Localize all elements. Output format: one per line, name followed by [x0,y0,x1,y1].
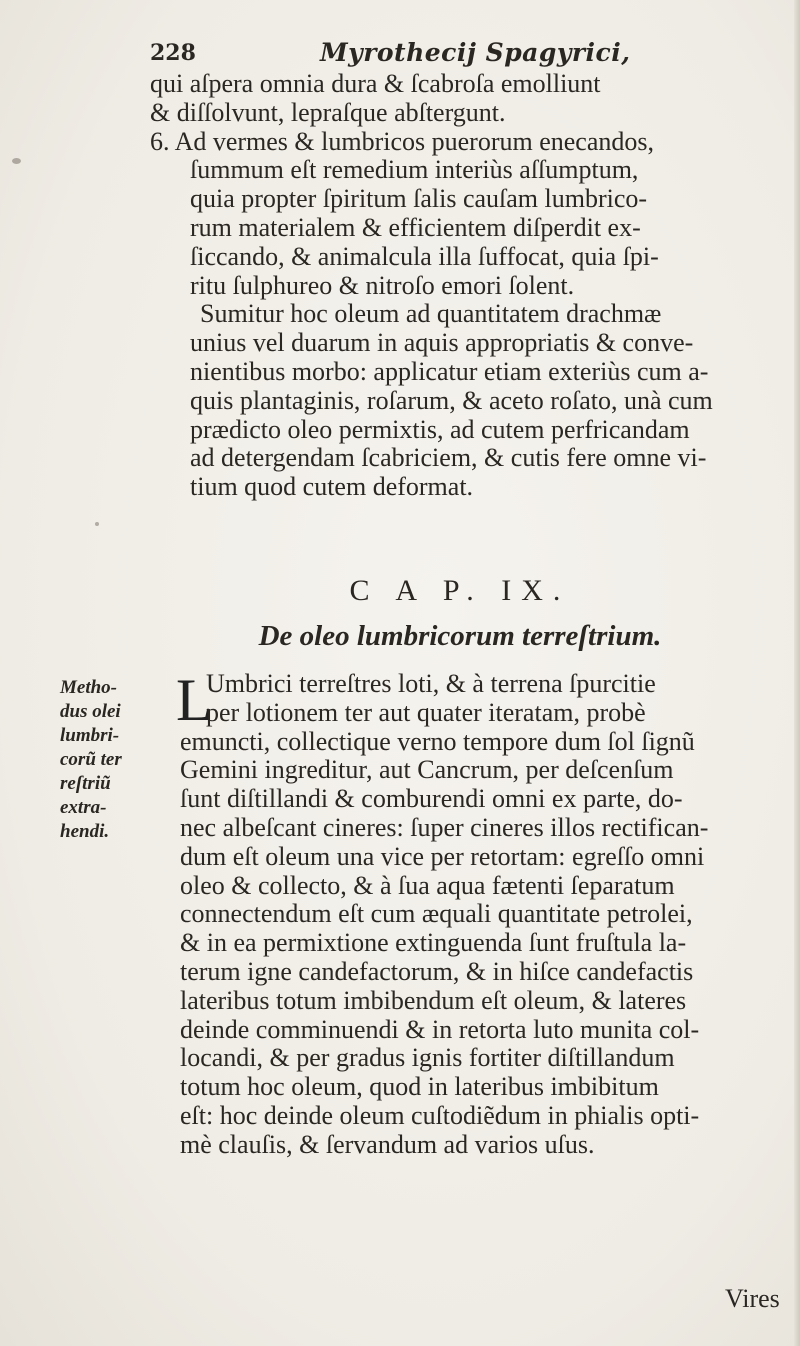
text-line: emuncti, collectique verno tempore dum ſol ſignũ [180,726,695,756]
body-text-top [150,70,775,502]
ink-spot [12,158,21,164]
marginal-note [60,676,150,844]
marginal-line: dus olei [60,701,121,722]
text-line: dum eſt oleum una vice per retortam: egreſſo omni [180,841,705,871]
marginal-line: extra- [60,797,107,818]
text-line: ſunt diſtillandi & comburendi omni ex parte, do- [180,784,683,814]
marginal-line: corũ ter [60,749,122,770]
marginal-line: lumbri- [60,725,120,746]
text-line: Gemini ingreditur, aut Cancrum, per deſcenſum [180,755,674,785]
marginal-line: hendi. [60,821,110,842]
text-line: & in ea permixtione extinguenda ſunt fruſtula la- [180,928,687,958]
text-line: ſiccando, & animalcula illa ſuffocat, quia ſpi- [190,241,659,271]
text-line: & diſſolvunt, lepraſque abſtergunt. [150,97,506,127]
text-line: 6. Ad vermes & lumbricos puerorum enecandos, [150,126,654,156]
chapter-subtitle: De oleo lumbricorum terreſtrium. [258,620,662,652]
text-line: eſt: hoc deinde oleum cuſtodiẽdum in phialis opti- [180,1100,700,1130]
text-line: terum igne candefactorum, & in hiſce candefactis [180,956,694,986]
text-line: per lotionem ter aut quater iteratam, probè [206,697,646,727]
text-line: Umbrici terreſtres loti, & à terrena ſpurcitie [206,669,656,698]
text-line: ſummum eſt remedium interiùs aſſumptum, [190,155,639,185]
text-line: Sumitur hoc oleum ad quantitatem drachmæ [200,299,662,329]
marginal-line: Metho- [60,677,117,698]
body-text-bottom [150,667,775,1160]
text-line: quia propter ſpiritum ſalis cauſam lumbrico- [190,184,648,214]
text-line: mè clauſis, & ſervandum ad varios uſus. [180,1129,595,1159]
text-line: locandi, & per gradus ignis fortiter diſtillandum [180,1043,675,1073]
drop-cap: L [176,667,213,733]
text-line: oleo & collecto, & à ſua aqua fætenti ſeparatum [180,870,675,900]
text-line: nec albeſcant cineres: ſuper cineres illos rectifican- [180,812,709,842]
page-number: 228 [150,40,196,66]
page-edge [794,0,800,1346]
text-line: connectendum eſt cum æquali quantitate petrolei, [180,899,693,929]
text-line: totum hoc oleum, quod in lateribus imbibitum [180,1072,659,1102]
text-line: deinde comminuendi & in retorta luto munita col- [180,1014,700,1044]
text-line: ad detergendam ſcabriciem, & cutis fere omne vi- [190,443,707,473]
text-line: lateribus totum imbibendum eſt oleum, & lateres [180,985,687,1015]
text-line: qui aſpera omnia dura & ſcabroſa emolliunt [150,69,601,98]
text-line: tium quod cutem deformat. [190,472,474,502]
text-line: quis plantaginis, roſarum, & aceto roſato, unà cum [190,385,713,415]
text-line: nientibus morbo: applicatur etiam exteriùs cum a- [190,356,709,386]
running-title: Myrothecij Spagyrici, [320,38,631,67]
ink-spot [95,522,99,526]
text-line: rum materialem & efficientem diſperdit ex- [190,212,641,242]
catchword: Vires [725,1284,780,1313]
text-line: ritu ſulphureo & nitroſo emori ſolent. [190,270,575,300]
text-line: prædicto oleo permixtis, ad cutem perfricandam [190,414,690,444]
text-line: unius vel duarum in aquis appropriatis & conve- [190,328,694,358]
chapter-heading: C A P. IX. [349,574,571,607]
marginal-line: reſtriũ [60,773,111,794]
